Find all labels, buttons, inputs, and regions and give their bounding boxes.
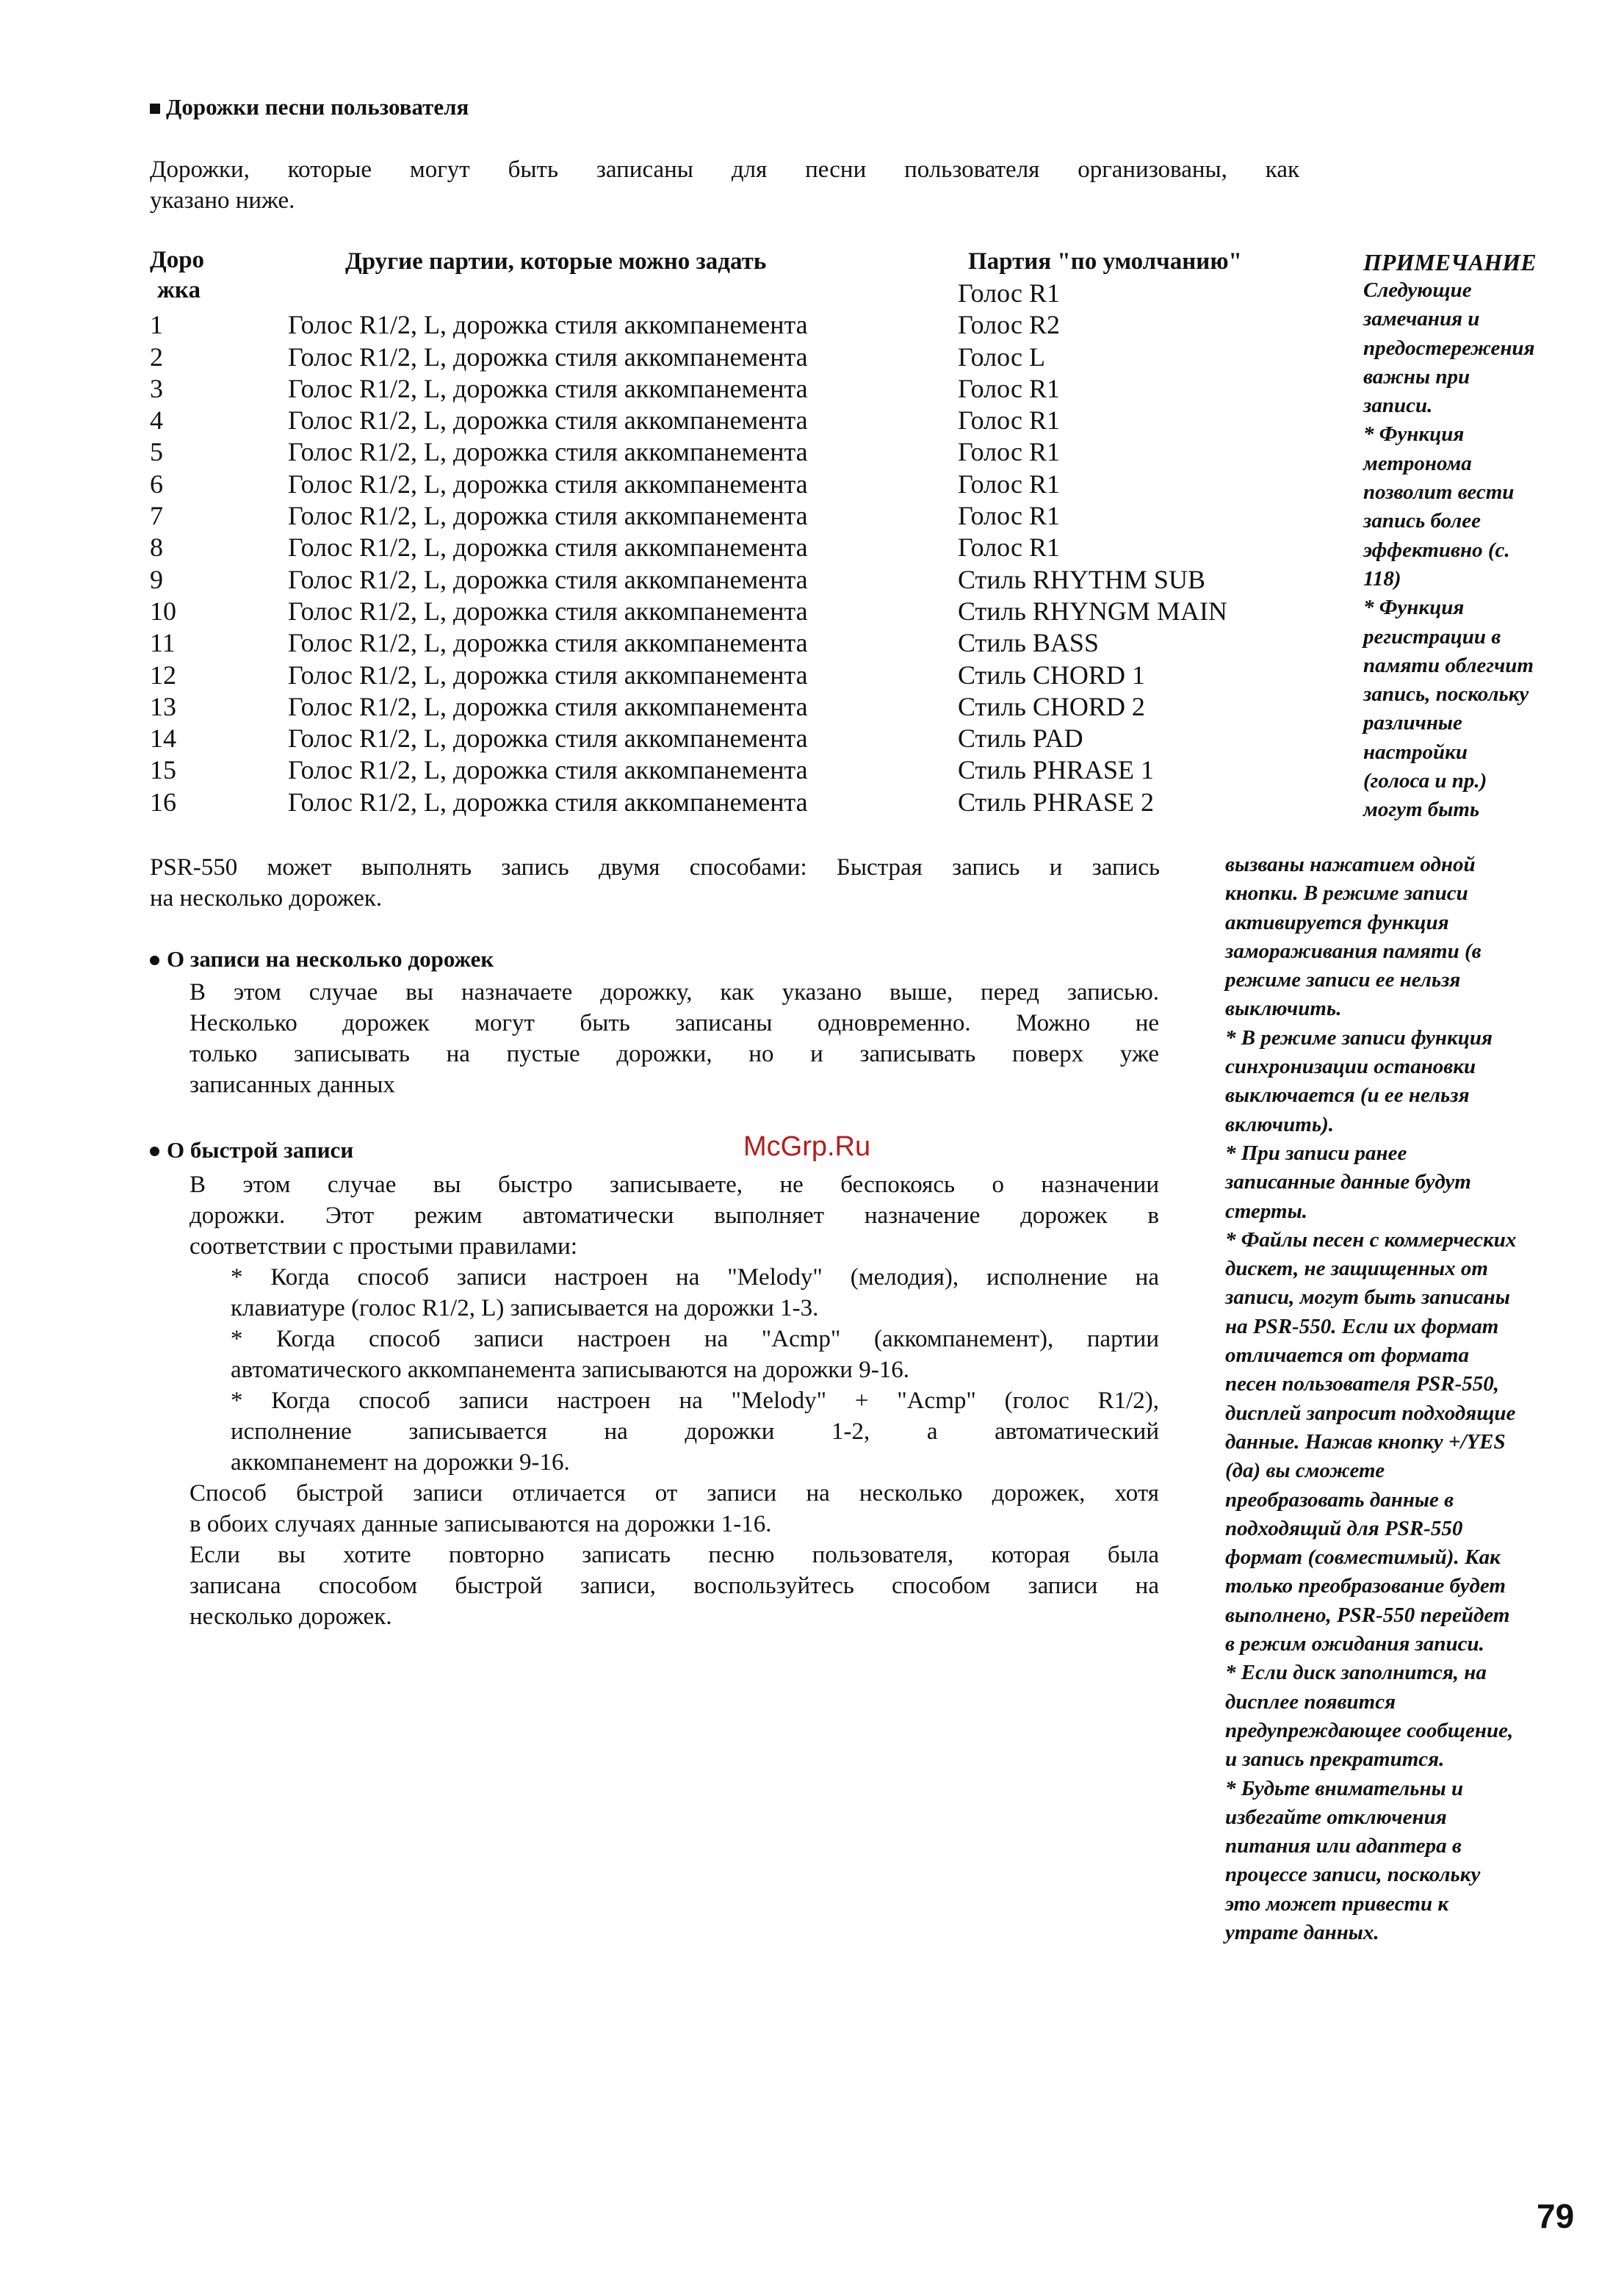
track-number: 7 [150, 501, 163, 531]
note-line: утрате данных. [1225, 1920, 1379, 1944]
note-line: выполнено, PSR-550 перейдет [1225, 1603, 1510, 1627]
default-part: Голос R1 [958, 501, 1061, 531]
quick-after-line: Если вы хотите повторно записать песню пользователя, которая была [190, 1542, 1159, 1568]
bullet-line: исполнение записывается на дорожки 1-2, а автоматический [231, 1418, 1159, 1445]
note-line: формат (совместимый). Как [1225, 1545, 1501, 1570]
other-parts: Голос R1/2, L, дорожка стиля аккомпанемента [288, 310, 808, 340]
default-part: Стиль CHORD 1 [958, 660, 1145, 690]
note-line: дискет, не защищенных от [1225, 1257, 1488, 1281]
default-part: Голос R1 [958, 278, 1061, 308]
table-row [150, 309, 1296, 341]
note-line: позволит вести [1363, 480, 1515, 505]
note-line: запись, поскольку [1363, 682, 1529, 707]
page-number: 79 [1537, 2197, 1575, 2235]
track-number: 14 [150, 724, 176, 754]
other-parts: Голос R1/2, L, дорожка стиля аккомпанемента [288, 342, 808, 372]
multi-line: Несколько дорожек могут быть записаны одновременно. Можно не [190, 1010, 1159, 1036]
track-number: 11 [150, 628, 176, 658]
header-default-part: Партия "по умолчанию" [968, 248, 1242, 275]
track-table [150, 278, 1296, 818]
quick-after-line: в обоих случаях данные записываются на дорожки 1-16. [190, 1511, 772, 1537]
note-line: режиме записи ее нельзя [1225, 968, 1461, 992]
note-line: преобразовать данные в [1225, 1487, 1454, 1512]
track-number: 12 [150, 660, 176, 690]
other-parts: Голос R1/2, L, дорожка стиля аккомпанемента [288, 596, 808, 626]
header-track-cont: жка [157, 277, 201, 303]
default-part: Стиль PHRASE 2 [958, 787, 1154, 817]
track-number: 13 [150, 691, 176, 721]
methods-paragraph [150, 852, 1160, 914]
note-line: записи, могут быть записаны [1225, 1285, 1510, 1310]
table-row [150, 436, 1296, 468]
note-line: стерты. [1225, 1199, 1307, 1223]
note-title: ПРИМЕЧАНИЕ [1363, 249, 1537, 275]
multi-title: О записи на несколько дорожек [167, 946, 494, 972]
watermark: McGrp.Ru [743, 1131, 871, 1162]
note-line: метронома [1363, 451, 1472, 475]
quick-bullets [231, 1262, 1159, 1478]
note-line: в режим ожидания записи. [1225, 1632, 1484, 1656]
table-row [150, 405, 1296, 436]
track-number: 16 [150, 787, 176, 817]
default-part: Голос R1 [958, 405, 1061, 436]
track-number: 4 [150, 405, 163, 436]
other-parts: Голос R1/2, L, дорожка стиля аккомпанемента [288, 691, 808, 721]
default-part: Голос L [958, 342, 1046, 372]
note-column-top [1363, 276, 1535, 825]
note-line: (да) вы сможете [1225, 1459, 1385, 1483]
methods-line: PSR-550 может выполнять запись двумя способами: Быстрая запись и запись [150, 854, 1160, 881]
quick-paragraph [190, 1169, 1159, 1632]
note-line: записи. [1363, 394, 1433, 418]
note-line: выключается (и ее нельзя [1225, 1083, 1470, 1108]
note-line: различные [1363, 711, 1462, 735]
note-column-bottom [1225, 851, 1516, 1947]
default-part: Голос R1 [958, 437, 1061, 467]
table-row [150, 469, 1296, 500]
note-line: важны при [1363, 364, 1470, 389]
note-line: дисплее появится [1225, 1689, 1396, 1714]
multi-paragraph [190, 977, 1159, 1100]
other-parts: Голос R1/2, L, дорожка стиля аккомпанемента [288, 724, 808, 754]
note-line: данные. Нажав кнопку +/YES [1225, 1429, 1506, 1454]
note-line: кнопки. В режиме записи [1225, 881, 1468, 906]
quick-title: О быстрой записи [167, 1137, 354, 1163]
note-line: * Файлы песен с коммерческих [1225, 1227, 1517, 1252]
quick-line: соответствии с простыми правилами: [190, 1233, 577, 1260]
note-line: это может привести к [1225, 1891, 1449, 1916]
other-parts: Голос R1/2, L, дорожка стиля аккомпанемента [288, 469, 808, 499]
round-bullet-icon [150, 956, 159, 965]
note-line: предостережения [1363, 336, 1535, 360]
table-row [150, 723, 1296, 754]
note-line: синхронизации остановки [1225, 1055, 1476, 1079]
track-number: 8 [150, 533, 163, 563]
round-bullet-icon [150, 1147, 159, 1156]
note-line: выключить. [1225, 997, 1342, 1021]
track-number: 1 [150, 310, 163, 340]
note-line: Следующие [1363, 278, 1472, 302]
default-part: Голос R1 [958, 373, 1061, 403]
default-part: Голос R1 [958, 533, 1061, 563]
note-line: процессе записи, поскольку [1225, 1863, 1481, 1887]
note-line: запись более [1363, 509, 1481, 533]
note-line: * Если диск заполнится, на [1225, 1661, 1487, 1685]
default-part: Стиль RHYTHM SUB [958, 564, 1205, 594]
note-line: питания или адаптера в [1225, 1834, 1462, 1858]
table-row [150, 278, 1296, 309]
note-line: предупреждающее сообщение, [1225, 1718, 1514, 1742]
quick-line: В этом случае вы быстро записываете, не беспокоясь о назначении [190, 1172, 1159, 1198]
table-row [150, 754, 1296, 786]
note-line: подходящий для PSR-550 [1225, 1516, 1463, 1540]
track-number: 5 [150, 437, 163, 467]
table-row [150, 596, 1296, 627]
default-part: Голос R2 [958, 310, 1061, 340]
bullet-line: автоматического аккомпанемента записываются на дорожки 9-16. [231, 1357, 909, 1383]
note-line: и запись прекратится. [1225, 1747, 1445, 1772]
other-parts: Голос R1/2, L, дорожка стиля аккомпанемента [288, 501, 808, 531]
quick-line: дорожки. Этот режим автоматически выполняет назначение дорожек в [190, 1202, 1159, 1229]
default-part: Стиль RHYNGM MAIN [958, 596, 1227, 626]
note-line: * При записи ранее [1225, 1141, 1407, 1165]
note-line: (голоса и пр.) [1363, 769, 1487, 793]
table-row [150, 532, 1296, 563]
default-part: Стиль PAD [958, 724, 1083, 754]
track-number: 15 [150, 755, 176, 785]
table-row [150, 500, 1296, 532]
methods-line: на несколько дорожек. [150, 885, 383, 912]
other-parts: Голос R1/2, L, дорожка стиля аккомпанемента [288, 628, 808, 658]
other-parts: Голос R1/2, L, дорожка стиля аккомпанемента [288, 660, 808, 690]
note-line: только преобразование будет [1225, 1574, 1506, 1598]
other-parts: Голос R1/2, L, дорожка стиля аккомпанемента [288, 373, 808, 403]
intro-paragraph [150, 154, 1299, 216]
table-row [150, 373, 1296, 405]
note-line: могут быть [1363, 798, 1480, 822]
table-row [150, 787, 1296, 818]
table-row [150, 342, 1296, 373]
other-parts: Голос R1/2, L, дорожка стиля аккомпанемента [288, 755, 808, 785]
note-line: песен пользователя PSR-550, [1225, 1372, 1500, 1396]
track-number: 9 [150, 564, 163, 594]
bullet-line: * Когда способ записи настроен на "Melody" + "Acmp" (голос R1/2), [231, 1388, 1159, 1414]
header-track: Доро [150, 247, 205, 273]
note-line: * Будьте внимательны и [1225, 1776, 1464, 1800]
multi-line: записанных данных [190, 1072, 395, 1098]
note-line: * В режиме записи функция [1225, 1025, 1493, 1050]
quick-after-line: записана способом быстрой записи, воспользуйтесь способом записи на [190, 1573, 1159, 1599]
track-number: 2 [150, 342, 163, 372]
note-line: регистрации в [1363, 624, 1501, 649]
track-number: 3 [150, 373, 163, 403]
other-parts: Голос R1/2, L, дорожка стиля аккомпанемента [288, 533, 808, 563]
table-row [150, 564, 1296, 596]
header-other-parts: Другие партии, которые можно задать [345, 248, 767, 275]
multi-heading [150, 946, 494, 973]
quick-heading [150, 1137, 353, 1163]
note-line: на PSR-550. Если их формат [1225, 1314, 1499, 1338]
table-row [150, 691, 1296, 723]
bullet-line: клавиатуре (голос R1/2, L) записывается на дорожки 1-3. [231, 1295, 819, 1321]
note-line: замечания и [1363, 307, 1480, 331]
other-parts: Голос R1/2, L, дорожка стиля аккомпанемента [288, 405, 808, 436]
multi-line: только записывать на пустые дорожки, но и записывать поверх уже [190, 1041, 1159, 1067]
note-line: записанные данные будут [1225, 1170, 1471, 1194]
note-line: избегайте отключения [1225, 1805, 1447, 1829]
square-bullet-icon [150, 104, 160, 114]
note-line: замораживания памяти (в [1225, 939, 1482, 963]
multi-line: В этом случае вы назначаете дорожку, как указано выше, перед записью. [190, 979, 1159, 1006]
default-part: Голос R1 [958, 469, 1061, 499]
section-heading [150, 94, 469, 120]
other-parts: Голос R1/2, L, дорожка стиля аккомпанемента [288, 564, 808, 594]
note-line: дисплей запросит подходящие [1225, 1401, 1516, 1425]
quick-after-line: Способ быстрой записи отличается от записи на несколько дорожек, хотя [190, 1480, 1159, 1507]
note-line: 118) [1363, 566, 1401, 591]
other-parts: Голос R1/2, L, дорожка стиля аккомпанемента [288, 437, 808, 467]
note-line: отличается от формата [1225, 1343, 1469, 1368]
note-line: настройки [1363, 740, 1468, 764]
note-line: активируется функция [1225, 910, 1449, 934]
note-line: * Функция [1363, 596, 1465, 620]
note-line: вызваны нажатием одной [1225, 853, 1476, 876]
default-part: Стиль BASS [958, 628, 1099, 658]
track-number: 6 [150, 469, 163, 499]
table-row [150, 660, 1296, 691]
track-number: 10 [150, 596, 176, 626]
note-line: включить). [1225, 1112, 1334, 1136]
bullet-line: аккомпанемент на дорожки 9-16. [231, 1449, 570, 1476]
bullet-line: * Когда способ записи настроен на "Melody" (мелодия), исполнение на [231, 1264, 1159, 1291]
note-line: эффективно (с. [1363, 538, 1510, 562]
quick-after-line: несколько дорожек. [190, 1603, 392, 1630]
intro-line: указано ниже. [150, 187, 295, 214]
intro-line: Дорожки, которые могут быть записаны для песни пользователя организованы, как [150, 156, 1299, 183]
other-parts: Голос R1/2, L, дорожка стиля аккомпанемента [288, 787, 808, 817]
bullet-line: * Когда способ записи настроен на "Acmp" (аккомпанемент), партии [231, 1326, 1159, 1352]
note-line: памяти облегчит [1363, 653, 1534, 677]
section-title: Дорожки песни пользователя [166, 94, 469, 120]
default-part: Стиль CHORD 2 [958, 691, 1145, 721]
default-part: Стиль PHRASE 1 [958, 755, 1154, 785]
note-line: * Функция [1363, 422, 1465, 447]
table-row [150, 627, 1296, 659]
